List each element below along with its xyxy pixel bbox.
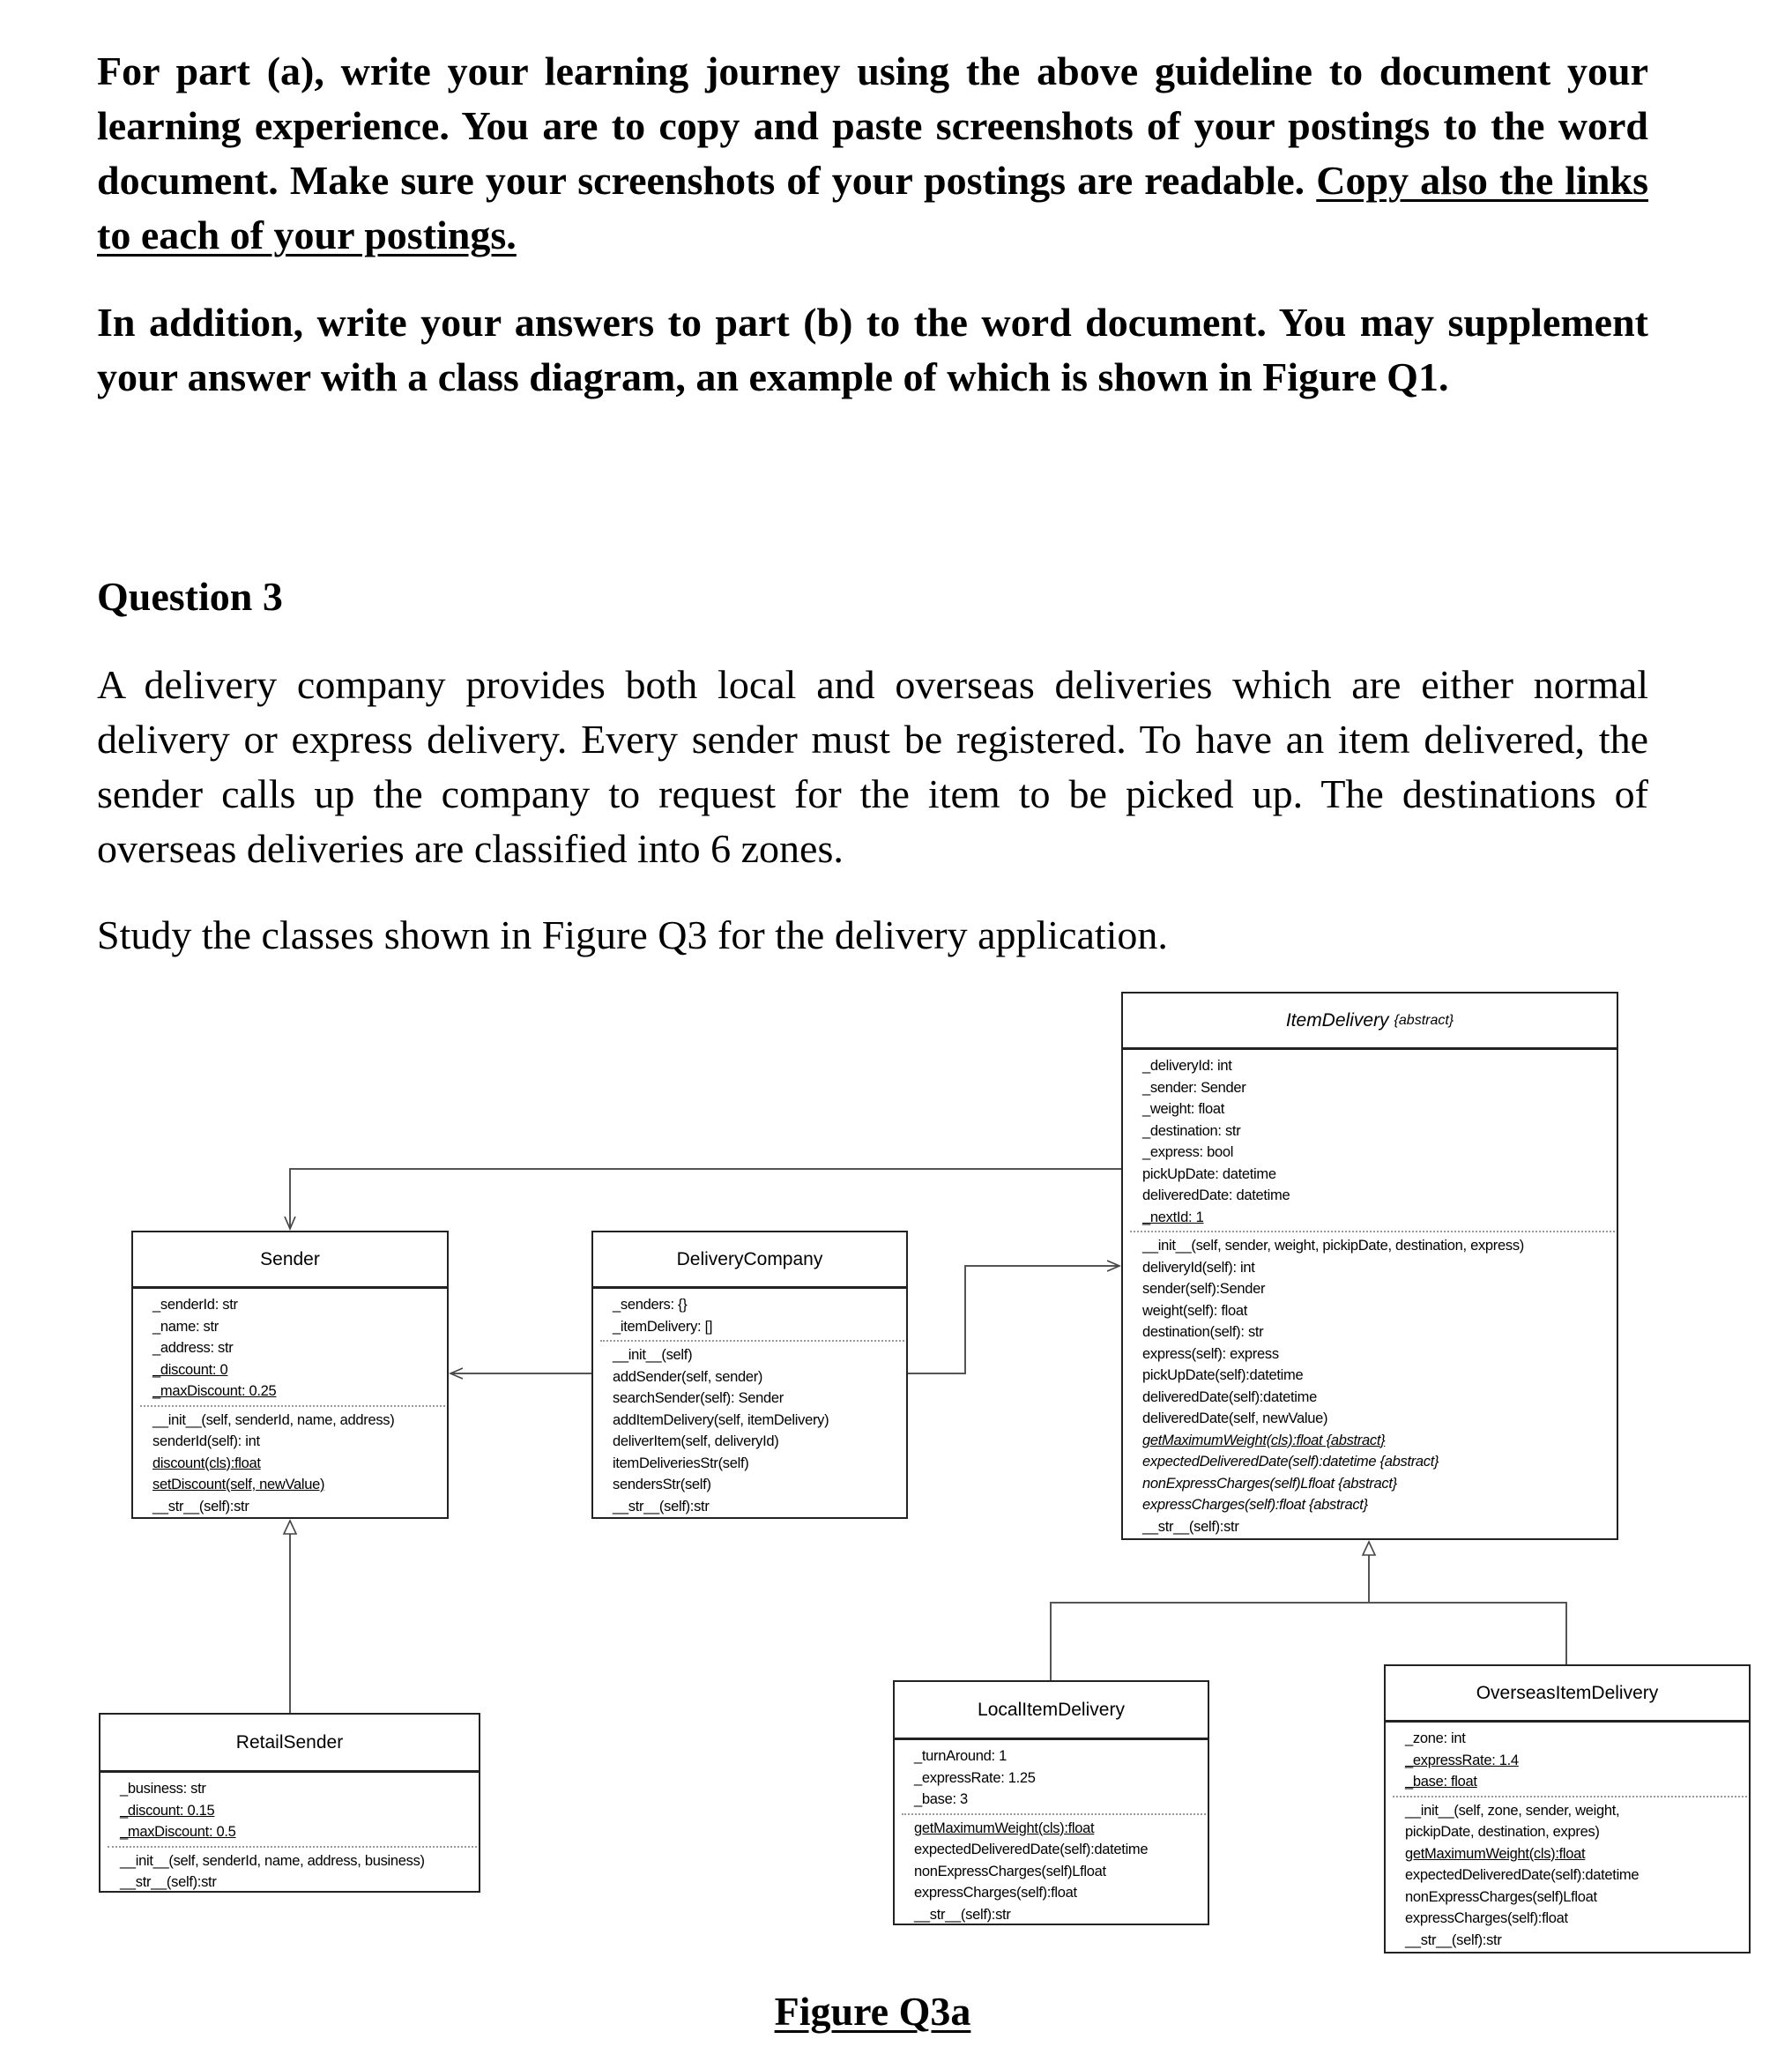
compartment-divider: [902, 1813, 1206, 1815]
compartment-divider: [108, 1846, 477, 1848]
class-method: sender(self):Sender: [1142, 1281, 1266, 1297]
class-method: __init__(self, senderId, name, address): [152, 1411, 395, 1428]
instructions-links-note: Copy also the links to each of your postings.: [97, 158, 1648, 257]
class-method: senderId(self): int: [152, 1433, 260, 1449]
class-method: nonExpressCharges(self)Lfloat: [1405, 1888, 1597, 1905]
class-attribute: _name: str: [152, 1318, 219, 1335]
question-heading: Question 3: [97, 574, 283, 619]
class-method: weight(self): float: [1142, 1302, 1248, 1319]
class-retail-sender: [99, 1713, 480, 1893]
class-name-header: [895, 1682, 1208, 1740]
class-method: destination(self): str: [1142, 1324, 1264, 1340]
class-attribute: _express: bool: [1142, 1144, 1234, 1160]
class-attribute: _nextId: 1: [1142, 1209, 1204, 1225]
class-method: __init__(self, senderId, name, address, business): [120, 1852, 425, 1869]
class-method: __init__(self, sender, weight, pickipDate, destination, express): [1142, 1238, 1524, 1254]
class-attribute: _itemDelivery: []: [613, 1318, 713, 1335]
class-name-header: [593, 1232, 906, 1289]
instructions-text: For part (a), write your learning journey using the above guideline to document your learning experience. You are to copy and paste screenshots of your postings to the word document. Make sure your screenshots of your postings are readable.: [97, 48, 1648, 203]
class-members: [100, 1773, 479, 1894]
class-name: OverseasItemDelivery: [1476, 1682, 1659, 1703]
class-method: deliveredDate(self):datetime: [1142, 1388, 1317, 1405]
class-attribute: _discount: 0: [152, 1361, 228, 1378]
class-method: pickipDate, destination, expres): [1405, 1824, 1600, 1840]
class-attribute: _address: str: [152, 1340, 234, 1356]
class-method: searchSender(self): Sender: [613, 1390, 784, 1406]
class-method: expressCharges(self):float: [914, 1885, 1077, 1901]
class-method: nonExpressCharges(self)Lfloat: [914, 1863, 1106, 1879]
class-method: express(self): express: [1142, 1345, 1279, 1362]
class-name: LocalItemDelivery: [978, 1699, 1125, 1720]
class-method: nonExpressCharges(self)Lfloat {abstract}: [1142, 1475, 1397, 1492]
class-name: DeliveryCompany: [676, 1248, 823, 1269]
class-method: discount(cls):float: [152, 1455, 261, 1471]
class-method: getMaximumWeight(cls):float {abstract}: [1142, 1432, 1386, 1448]
class-method: expectedDeliveredDate(self):datetime: [914, 1842, 1149, 1857]
class-attribute: _expressRate: 1.4: [1405, 1752, 1519, 1768]
class-members: [895, 1740, 1208, 1925]
association-item-to-sender: [290, 1169, 1121, 1229]
class-method: expectedDeliveredDate(self):datetime {abstract}: [1142, 1454, 1439, 1470]
class-method: expectedDeliveredDate(self):datetime: [1405, 1867, 1640, 1883]
class-name: Sender: [260, 1248, 320, 1269]
class-method: __init__(self): [613, 1347, 693, 1363]
class-method: __str__(self):str: [613, 1498, 710, 1514]
class-attribute: _destination: str: [1142, 1122, 1241, 1139]
class-method: addSender(self, sender): [613, 1368, 763, 1385]
figure-caption: Figure Q3a: [774, 1989, 971, 2034]
class-method: expressCharges(self):float {abstract}: [1142, 1497, 1368, 1513]
class-method: itemDeliveriesStr(self): [613, 1455, 749, 1471]
compartment-divider: [1393, 1796, 1747, 1797]
class-method: __str__(self):str: [1405, 1931, 1502, 1948]
class-attribute: _discount: 0.15: [120, 1802, 215, 1819]
class-method: __init__(self, zone, sender, weight,: [1405, 1802, 1620, 1819]
class-stereotype: {abstract}: [1394, 1012, 1454, 1028]
class-method: pickUpDate(self):datetime: [1142, 1367, 1304, 1383]
class-name-header: [1386, 1666, 1749, 1723]
compartment-divider: [140, 1405, 445, 1407]
class-attribute: _maxDiscount: 0.5: [120, 1824, 236, 1840]
class-members: [1386, 1723, 1749, 1951]
class-attribute: deliveredDate: datetime: [1142, 1187, 1290, 1203]
class-method: deliverItem(self, deliveryId): [613, 1433, 779, 1449]
class-members: [593, 1289, 906, 1517]
class-method: getMaximumWeight(cls):float: [914, 1820, 1095, 1836]
class-method: sendersStr(self): [613, 1477, 711, 1492]
compartment-divider: [1130, 1231, 1615, 1232]
class-method: __str__(self):str: [914, 1906, 1011, 1923]
class-attribute: _weight: float: [1142, 1101, 1225, 1117]
class-method: getMaximumWeight(cls):float: [1405, 1845, 1586, 1862]
class-name-header: [133, 1232, 447, 1289]
class-name: RetailSender: [235, 1731, 344, 1753]
class-delivery-company: [591, 1231, 908, 1519]
class-attribute: _maxDiscount: 0.25: [152, 1383, 277, 1399]
association-company-to-item: [908, 1266, 1119, 1373]
class-attribute: _senderId: str: [152, 1297, 238, 1313]
class-attribute: _base: 3: [914, 1791, 968, 1807]
class-item-delivery: [1121, 992, 1618, 1540]
class-method: deliveredDate(self, newValue): [1142, 1410, 1328, 1426]
class-overseas-item-delivery: [1384, 1664, 1751, 1954]
class-method: __str__(self):str: [152, 1498, 249, 1514]
class-attribute: _sender: Sender: [1142, 1079, 1246, 1096]
class-method: __str__(self):str: [1142, 1518, 1239, 1535]
class-attribute: pickUpDate: datetime: [1142, 1165, 1276, 1182]
question-description: A delivery company provides both local and overseas deliveries which are either normal delivery or express delivery. Every sender must be registered. To have an item delivered, the sender calls up the company to request for the item to be picked up. The destinations of overseas deliveries are classified into 6 zones.: [97, 662, 1648, 871]
class-attribute: _senders: {}: [613, 1297, 688, 1313]
class-name-header: [100, 1715, 479, 1773]
class-method: __str__(self):str: [120, 1874, 217, 1890]
class-method: addItemDelivery(self, itemDelivery): [613, 1411, 829, 1428]
class-attribute: _zone: int: [1405, 1730, 1466, 1746]
class-members: [1123, 1050, 1617, 1537]
class-attribute: _business: str: [120, 1781, 206, 1797]
class-method: deliveryId(self): int: [1142, 1259, 1255, 1276]
instructions-part-b: In addition, write your answers to part (b) to the word document. You may supplement your answer with a class diagram, an example of which is shown in Figure Q1.: [97, 300, 1648, 399]
class-name-header: [1123, 994, 1617, 1050]
class-local-item-delivery: [893, 1680, 1209, 1925]
class-attribute: _deliveryId: int: [1142, 1058, 1232, 1074]
study-instruction: Study the classes shown in Figure Q3 for the delivery application.: [97, 912, 1168, 957]
class-name: ItemDelivery: [1285, 1009, 1389, 1031]
class-attribute: _base: float: [1405, 1774, 1477, 1790]
compartment-divider: [600, 1340, 904, 1342]
class-sender: [131, 1231, 449, 1519]
class-attribute: _expressRate: 1.25: [914, 1769, 1036, 1786]
class-members: [133, 1289, 447, 1517]
class-method: expressCharges(self):float: [1405, 1910, 1568, 1926]
class-attribute: _turnAround: 1: [914, 1748, 1007, 1764]
class-method: setDiscount(self, newValue): [152, 1477, 325, 1492]
